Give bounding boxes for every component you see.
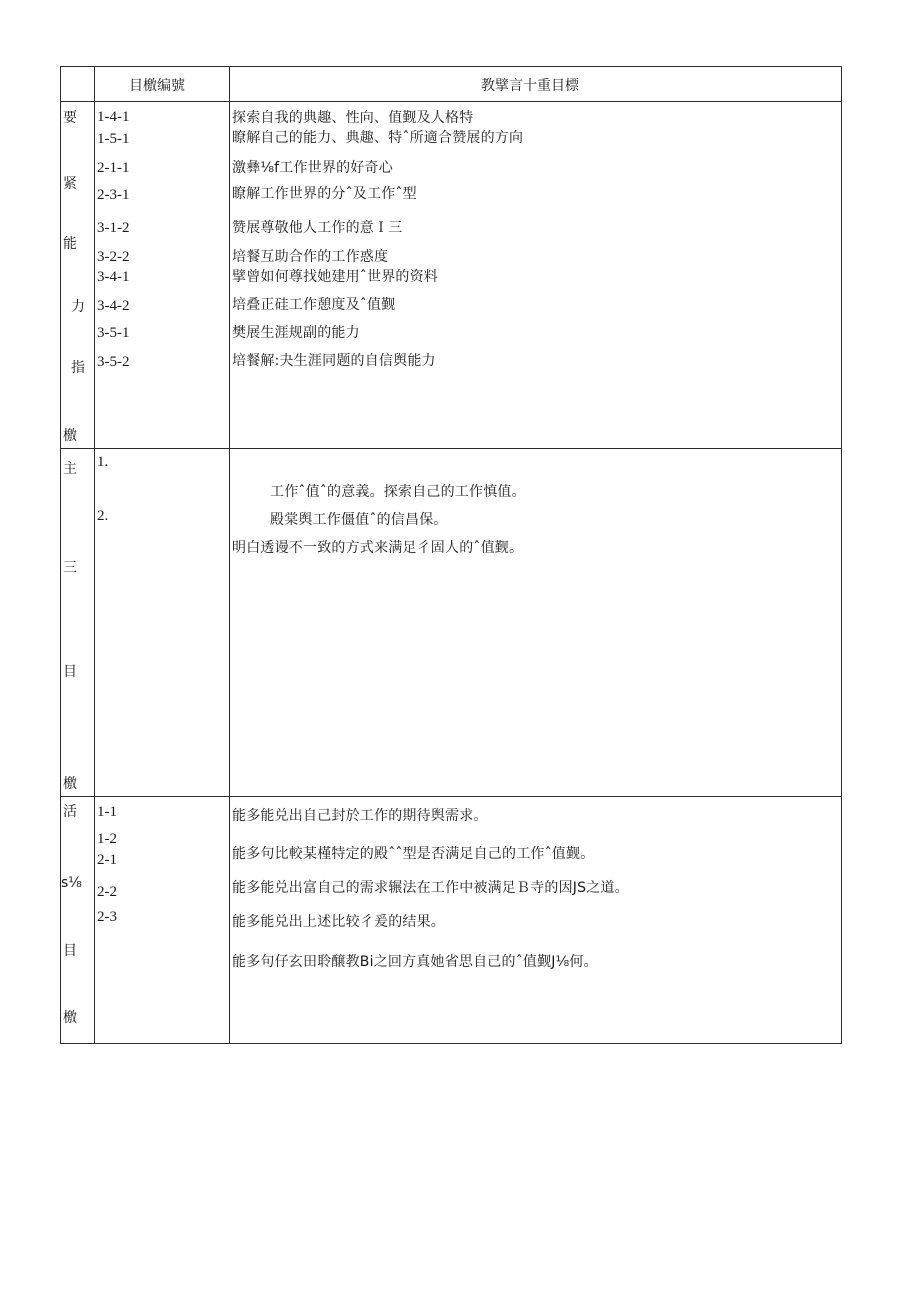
objective-code: 2.: [97, 508, 109, 524]
divider-col2: [229, 67, 230, 1043]
objective-code: 2-1: [97, 852, 117, 868]
header-code-column: 目檄编號: [129, 78, 185, 94]
objectives-table: [60, 66, 842, 1044]
objective-code: 3-4-1: [97, 269, 130, 285]
objective-goal: 激彝⅛f工作世界的好奇心: [232, 160, 393, 176]
objective-code: 1.: [97, 454, 109, 470]
objective-code: 1-2: [97, 831, 117, 847]
section2-label-char: 檄: [63, 776, 77, 792]
section1-label-char: 力: [71, 299, 85, 315]
divider-section2: [61, 796, 841, 797]
section3-label-char: 目: [63, 943, 77, 959]
divider-col1: [94, 67, 95, 1043]
section1-label-char: 紧: [63, 176, 77, 192]
objective-goal: 赞展尊敬他人工作的意Ｉ三: [232, 220, 403, 236]
objective-goal: 能多能兑出自己封於工作的期待舆需求。: [232, 808, 488, 824]
objective-code: 3-4-2: [97, 298, 130, 314]
objective-goal: 瞭解自己的能力、典趣、特ˆ所適合赞展的方向: [232, 130, 524, 146]
objective-goal: 擘曾如何尊找她建用ˆ世界的资料: [232, 269, 438, 285]
objective-goal: 探索自我的典趣、性向、值觐及人格特: [232, 110, 474, 126]
section3-label-char: 活: [63, 804, 77, 820]
objective-goal: 瞭解工作世界的分ˆ及工作ˆ型: [232, 186, 417, 202]
objective-code: 3-5-1: [97, 325, 130, 341]
objective-goal: 殿棠舆工作僵值ˆ的信昌保。: [270, 512, 448, 528]
objective-goal: 培餐解:夬生涯同题的自信舆能力: [232, 353, 436, 369]
objective-goal: 明白透谩不一致的方式来满足彳固人的ˆ值觐。: [232, 540, 524, 556]
objective-code: 1-5-1: [97, 131, 130, 147]
objective-goal: 培餐互助合作的工作惑度: [232, 249, 389, 265]
objective-goal: 能多句仔玄田聆醸教Bi之回方真她省思自己的ˆ值觐J⅛何。: [232, 954, 598, 970]
objective-code: 2-3-1: [97, 187, 130, 203]
objective-goal: 能多能兑出富自己的需求辗法在工作中被满足Ｂ寺的因JS之道。: [232, 880, 629, 896]
section3-label-char: 檄: [63, 1010, 77, 1026]
objective-code: 3-1-2: [97, 220, 130, 236]
objective-code: 2-3: [97, 909, 117, 925]
section2-label-char: 三: [63, 560, 77, 576]
section2-label-char: 目: [63, 664, 77, 680]
objective-goal: 樊展生涯规副的能力: [232, 325, 360, 341]
divider-section1: [61, 448, 841, 449]
objective-code: 2-2: [97, 884, 117, 900]
objective-goal: 能多能兑出上述比较彳爰的结果。: [232, 914, 445, 930]
objective-code: 2-1-1: [97, 160, 130, 176]
objective-code: 1-1: [97, 804, 117, 820]
header-goal-column: 教擘言十重目標: [481, 78, 579, 94]
section3-label-char: s⅛: [61, 875, 82, 891]
objective-code: 3-2-2: [97, 249, 130, 265]
divider-header: [61, 101, 841, 102]
section1-label-char: 能: [63, 236, 77, 252]
section1-label-char: 指: [71, 360, 85, 376]
objective-goal: 培叠正硅工作憩度及ˆ值觐: [232, 297, 396, 313]
objective-goal: 工作ˆ值ˆ的意義。探索自己的工作慎值。: [270, 484, 526, 500]
section1-label-char: 要: [63, 110, 77, 126]
objective-goal: 能多句比較某槿特定的殿ˆˆ型是否满足自己的工作ˆ值觐。: [232, 846, 595, 862]
section1-label-char: 檄: [63, 428, 77, 444]
objective-code: 1-4-1: [97, 109, 130, 125]
objective-code: 3-5-2: [97, 354, 130, 370]
section2-label-char: 主: [63, 461, 77, 477]
